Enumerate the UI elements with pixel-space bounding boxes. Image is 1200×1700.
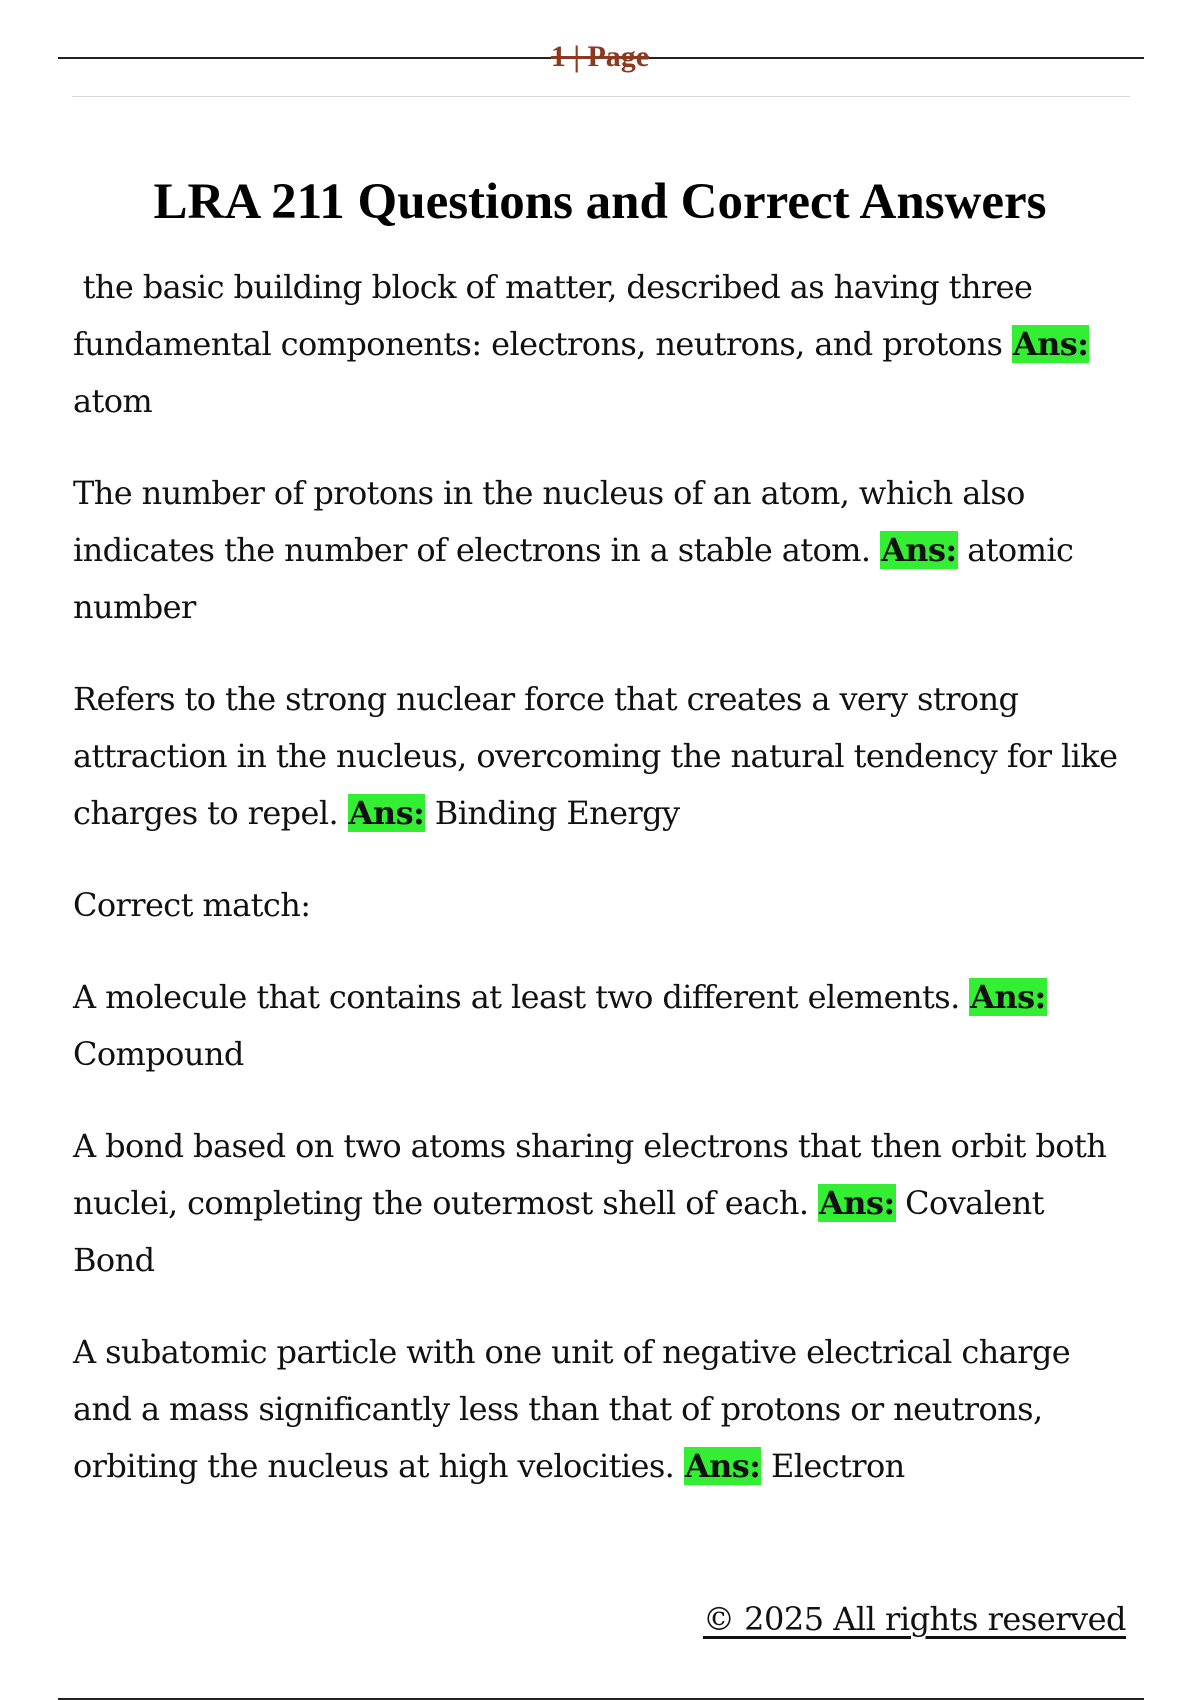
answer-text: Binding Energy: [434, 794, 680, 832]
qa-item: [73, 1118, 1133, 1289]
question-text: A molecule that contains at least two different elements.: [73, 978, 960, 1016]
page-number: 1 | Page: [550, 40, 650, 73]
question-text: A bond based on two atoms sharing electrons that then orbit both nuclei, completing the outermost shell of each.: [73, 1127, 1107, 1222]
answer-text: Covalent Bond: [73, 1184, 1044, 1279]
qa-item: [73, 969, 1133, 1083]
ans-label: Ans:: [1012, 325, 1089, 363]
ans-label: Ans:: [970, 978, 1046, 1016]
question-text: A subatomic particle with one unit of negative electrical charge and a mass significantly less than that of protons or neutrons, orbiting the nucleus at high velocities.: [73, 1333, 1071, 1485]
ans-label: Ans:: [819, 1184, 895, 1222]
section-label: Correct match:: [73, 886, 311, 924]
answer-text: atom: [73, 382, 153, 420]
ans-label: Ans:: [348, 794, 425, 832]
answer-text: Compound: [73, 1035, 244, 1073]
qa-item: [73, 1324, 1133, 1495]
ans-label: Ans:: [881, 531, 957, 569]
header-divider: [72, 96, 1130, 97]
qa-item: [73, 259, 1133, 430]
question-text: the basic building block of matter, described as having three fundamental components: electrons, neutrons, and protons: [73, 268, 1033, 363]
answer-text: atomic number: [73, 531, 1074, 626]
question-text: The number of protons in the nucleus of an atom, which also indicates the number of electrons in a stable atom.: [73, 474, 1025, 569]
answer-text: Electron: [770, 1447, 905, 1485]
qa-item: [73, 671, 1133, 842]
qa-item: [73, 465, 1133, 636]
document-title: LRA 211 Questions and Correct Answers: [153, 174, 1047, 230]
ans-label: Ans:: [684, 1447, 761, 1485]
question-text: Refers to the strong nuclear force that creates a very strong attraction in the nucleus, overcoming the natural tendency for like charges to repel.: [73, 680, 1118, 832]
qa-list: [73, 259, 1133, 1530]
copyright-notice: © 2025 All rights reserved: [703, 1600, 1126, 1638]
